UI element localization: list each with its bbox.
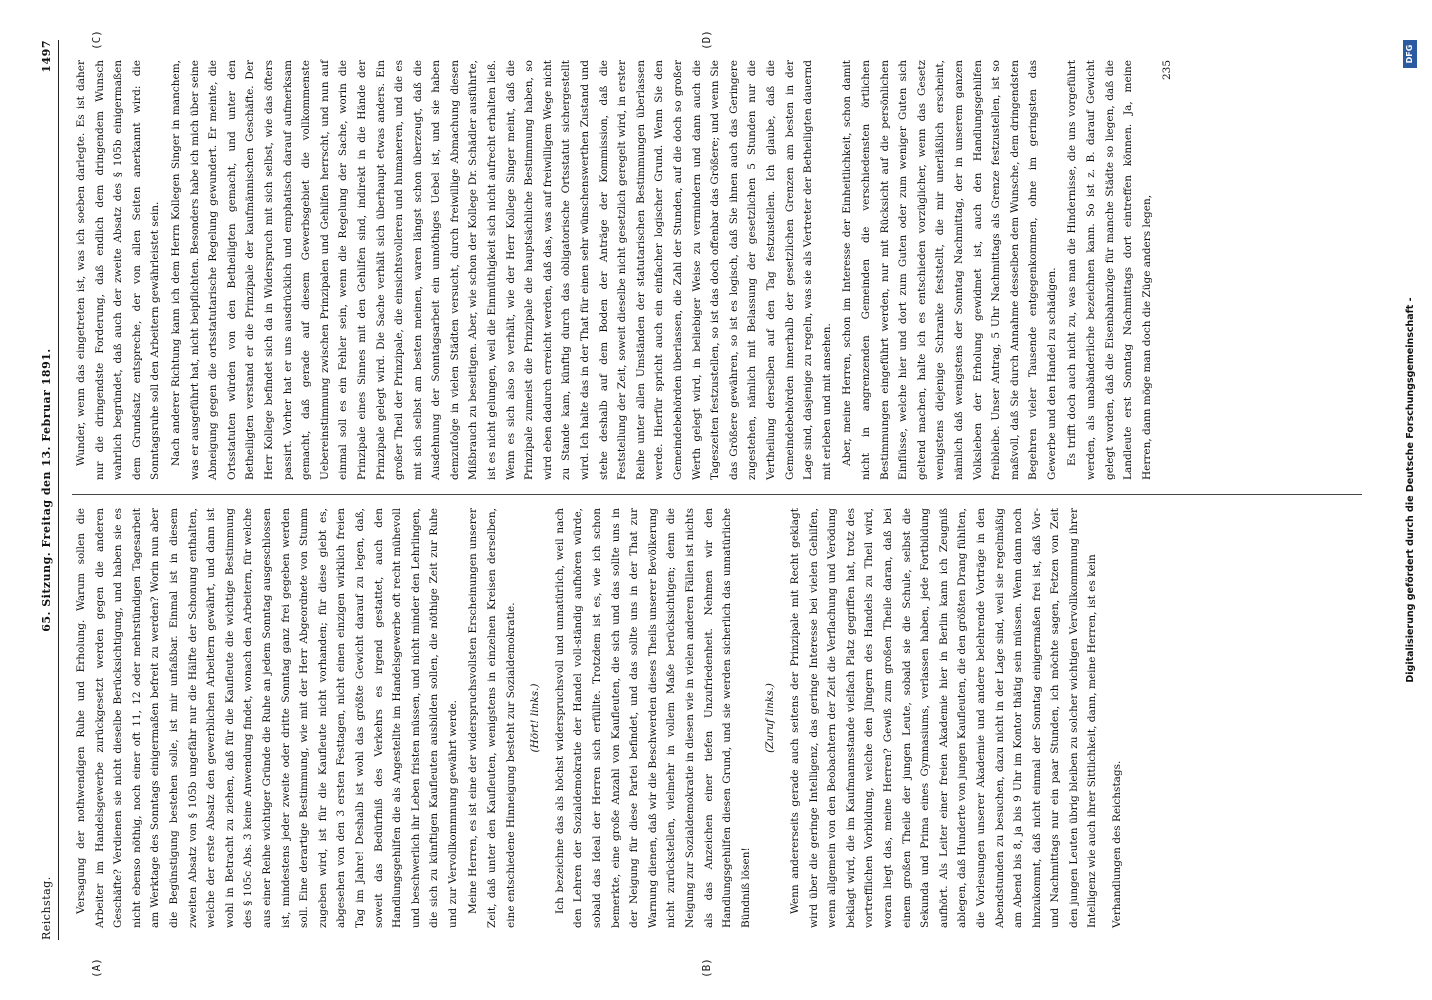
- paragraph: Wenn andererseits gerade auch seitens der Prinzipale mit Recht geklagt wird über die geringe Intelligenz, das geringe Interesse bei vielen Gehilfen, wenn allgemein von den Beobachtern der Zeit die Verflachung und Verödung beklagt wird, die im Kaufmannsstande vielfach Platz gegriffen hat, trotz des vortrefflichen Vorbildung, welche den Jüngern des Handels zu Theil wird, woran liegt das, meine Herren? Gewiß zum großen Theile daran, daß bei einem großen Theile der jungen Leute, sobald sie die Schule, selbst die Sekunda und Prima eines Gymnasiums, verlassen haben, jede Fortbildung aufhört. Als Leiter einer freien Akademie hier in Berlin kann ich Zeugniß ablegen, daß Hunderte von jungen Kaufleuten, die den größten Drang fühlten, die Vorlesungen unserer Akademie und andere belehrende Vorträge in den Abendstunden zu besuchen, dazu nicht in der Lage sind, weil sie regelmäßig am Abend bis 8, ja bis 9 Uhr im Kontor thätig sein müssen. Wenn dann noch hinzukommt, daß nicht einmal der Sonntag einigermaßen frei ist, daß Vor- und Nachmittags nur ein paar Stunden, ich möchte sagen, Fetzen von Zeit den jungen Leuten übrig bleiben zu solcher wichtigen Vervollkommnung ihrer Intelligenz wie auch ihrer Sittlichkeit, dann, meine Herren, ist es kein: [788, 508, 1099, 928]
- margin-mark-b: (B): [700, 958, 713, 978]
- paragraph: Ich bezeichne das als höchst widerspruchsvoll und unnatürlich, weil nach den Lehren der Sozialdemokratie der Handel voll-ständig aufhören würde, sobald das Ideal der Herren sich erfüllte. Trotzdem ist es, wie ich schon bemerkte, eine große Anzahl von Kaufleuten, die sich und das sollte uns in der Neigung für diese Partei befindet, und das sollte uns in der That zur Warnung dienen, daß wir die Beschwerden dieses Theils unserer Bevölkerung nicht zurückstellen, vielmehr in vollem Maße berücksichtigen; denn die Neigung zur Sozialdemokratie in diesen wie in vielen anderen Fällen ist nichts als das Anzeichen einer tiefen Unzufriedenheit. Nehmen wir den Handlungsgehilfen diesen Grund, und sie werden sicherlich das unnatürliche Bündniß lösen!: [553, 508, 752, 928]
- right-column: [72, 60, 1177, 480]
- column-divider: [72, 494, 1362, 495]
- page-signature: 235: [1161, 60, 1174, 81]
- header-title: 65. Sitzung. Freitag den 13. Februar 1891.: [40, 348, 53, 632]
- paragraph: Nach anderer Richtung kann ich dem Herrn Kollegen Singer in manchem, was er ausgeführt hat, nicht beipflichten. Besonders habe ich mich über seine Abneigung gegen die ortsstatutarische Regelung gewundert. Er meinte, die Ortsstatuten würden von den Betheiligten gemacht, und unter den Betheiligten verstand er die Prinzipale der kaufmännischen Geschäfte. Der Herr Kollege befindet sich da in Widerspruch mit sich selbst, wie das öfters passirt. Vorher hat er uns ausdrücklich und emphatisch darauf aufmerksam gemacht, daß gerade auf diesem Gewerbsgebiet die vollkommenste Uebereinstimmung zwischen Prinzipalen und Gehilfen herrscht, und nun auf einmal soll es ein Fehler sein, wenn die Regelung der Sache, worin die Prinzipale eines Sinnes mit den Gehilfen sind, indirekt in die Hände der Prinzipale gelegt wird. Die Sache verhält sich überhaupt etwas anders. Ein großer Theil der Prinzipale, die einsichtsvolleren und humaneren, und die es mit sich selbst am besten meinen, waren längst schon überzeugt, daß die Ausdehnung der Sonntagsarbeit ein unnöthiges Uebel ist, und sie haben demzufolge in vielen Städten versucht, durch freiwillige Abmachung diesen Mißbrauch zu beseitigen. Aber, wie schon der Kollege Dr. Schädler ausführte, ist es nicht gelungen, weil die Einmüthigkeit sich nicht aufrecht erhalten ließ. Wenn es sich also so verhält, wie der Herr Kollege Singer meint, daß die Prinzipale zumeist die Prinzipale die hauptsächliche Bestimmung haben, so wird eben dadurch erreicht werden, daß das, was auf freiwilligem Wege nicht zu Stande kam, künftig durch das obligatorische Ortsstatut sichergestellt wird. Ich halte das in der That für einen sehr wünschenswerthen Zustand und stehe deshalb auf dem Boden der Anträge der Kommission, daß die Feststellung der Zeit, soweit dieselbe nicht gesetzlich geregelt wird, in erster Reihe unter allen Umständen der statutarischen Bestimmungen überlassen werde. Hierfür spricht auch ein einfacher logischer Grund. Wenn Sie den Gemeindebehörden überlassen, die Zahl der Stunden, auf die doch so großer Werth gelegt wird, in beliebiger Weise zu vermindern und dann auch die Tageszeiten festzustellen, so ist das doch offenbar das Größere; und wenn Sie das Größere gewähren, so ist es logisch, daß Sie ihnen auch das Geringere zugestehen, nämlich mit Belassung der gesetzlichen 5 Stunden nur die Vertheilung derselben auf den Tag festzustellen. Ich glaube, daß die Gemeindebehörden innerhalb der gesetzlichen Grenzen am besten in der Lage sind, dasjenige zu regeln, was sie als Vertreter der Betheiligten dauernd mit erleben und mit ansehen.: [169, 60, 833, 480]
- header-rule: [58, 40, 59, 940]
- dfg-logo: DFG: [1403, 40, 1417, 68]
- paragraph: Wunder, wenn das eingetreten ist, was ich soeben darlegte. Es ist daher nur die dringendste Forderung, daß endlich dem dringendem Wunsch wahrlich begründet, daß auch der zweite Absatz des § 105b einigermaßen dem Grundsatz entspreche, der von allen Seiten anerkannt wird: die Sonntagsruhe soll den Arbeitern gewährleistet sein.: [75, 60, 162, 480]
- footer-note: Verhandlungen des Reichstags.: [1111, 760, 1124, 928]
- interjection: (Zuruf links.): [764, 683, 777, 753]
- interjection: (Hört! links.): [529, 683, 542, 753]
- left-column: [72, 508, 1127, 928]
- margin-mark-c: (C): [90, 30, 103, 50]
- paragraph: Aber, meine Herren, schon im Interesse der Einheitlichkeit, schon damit nicht in angrenzenden Gemeinden die verschiedensten örtlichen Bestimmungen eingeführt werden, nur mit Rücksicht auf die persönlichen Einflüsse, welche hier und dort zum Guten oder zum weniger Guten sich geltend machen, halte ich es entschieden vorzüglicher, wenn das Gesetz wenigstens diejenige Schranke feststellt, die mir unerläßlich erscheint, nämlich daß wenigstens der Sonntag Nachmittag, der in unserem ganzen Volksleben der Erholung gewidmet ist, auch den Handlungsgehilfen freibleibe. Unser Antrag, 5 Uhr Nachmittags als Grenze festzustellen, ist so maßvoll, daß Sie durch Annahme desselben dem Wunsche, dem dringendsten Begehren vieler Tausende entgegenkommen, ohne im geringsten das Gewerbe und den Handel zu schädigen.: [841, 60, 1058, 480]
- paragraph: Meine Herren, es ist eine der widerspruchsvollsten Erscheinungen unserer Zeit, daß unter den Kaufleuten, wenigstens in einzelnen Kreisen derselben, eine entschiedene Hinneigung besteht zur Sozialdemokratie.: [467, 508, 517, 928]
- header-left: Reichstag.: [40, 876, 53, 940]
- paragraph: Versagung der nothwendigen Ruhe und Erholung. Warum sollen die Arbeiter im Handelsgewerbe zurückgesetzt werden gegen die anderen Geschäfte? Verdienen sie nicht dieselbe Berücksichtigung, und haben sie es nicht ebenso nöthig, noch einer oft 11, 12 oder mehrstündigen Tagesarbeit am Werktage des Sonntags einigermaßen befreit zu werden? Worin nun aber die Begünstigung bestehen solle, ist mir unfaßbar. Einmal ist in diesem zweiten Absatz von § 105b ungefähr nur die Hälfte der Schonung enthalten, welche der erste Absatz den gewerblichen Arbeitern gewährt, und dann ist wohl in Betracht zu ziehen, daß für die Kaufleute die wichtige Bestimmung des § 105c Abs. 3 keine Anwendung findet, wonach den Arbeitern, für welche aus einer Reihe wichtiger Gründe die Ruhe an jedem Sonntag ausgeschlossen ist, mindestens jeder zweite oder dritte Sonntag ganz frei gegeben werden soll. Eine derartige Bestimmung, wie mit der Herr Abgeordnete von Stumm zugeben wird, ist für die Kaufleute nicht vorhanden; für diese giebt es, abgesehen von den 3 ersten Festtagen, nicht einen einzigen wirklich freien Tag im Jahre! Deshalb ist wohl das größte Gewicht darauf zu legen, daß, soweit das Bedürfniß des Verkehrs es irgend gestattet, auch den Handlungsgehilfen die als Angestellte im Handelsgewerbe oft recht mühevoll und beschwerlich ihr Leben fristen müssen, und nicht minder den Lehrlingen, die sich zu künftigen Kaufleuten ausbilden sollen, die nöthige Zeit zur Ruhe und zur Vervollkommnung gewährt werde.: [75, 508, 459, 928]
- digitization-credit: Digitalisierung gefördert durch die Deutsche Forschungsgemeinschaft -: [1405, 297, 1416, 683]
- paragraph: Es trifft doch auch nicht zu, was man die Hindernisse, die uns vorgeführt werden, als unabänderliche bezeichnen kann. So ist z. B. darauf Gewicht gelegt worden, daß die Eisenbahnzüge für manche Städte so liegen, daß die Landleute erst Sonntag Nachmittags dort eintreffen können. Ja, meine Herren, dann möge man doch die Züge anders legen,: [1066, 60, 1153, 480]
- margin-mark-a: (A): [90, 958, 103, 978]
- page-header: [40, 40, 60, 940]
- page-number: 1497: [40, 40, 53, 73]
- margin-mark-d: (D): [700, 30, 713, 50]
